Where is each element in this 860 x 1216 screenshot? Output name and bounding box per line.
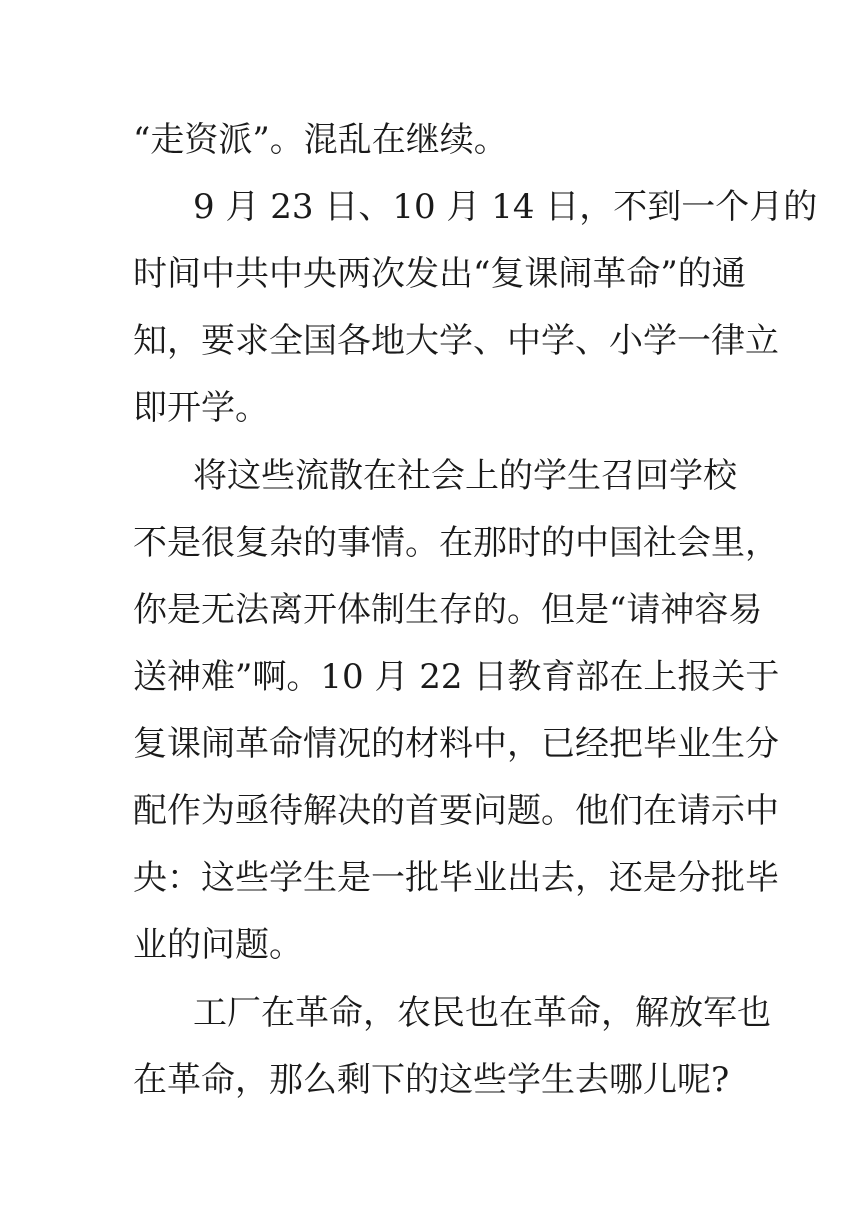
text-line-15: 在革命，那么剩下的这些学生去哪儿呢? [133,1060,730,1100]
text-line-1: “走资派”。混乱在继续。 [133,120,508,160]
text-line-5: 即开学。 [133,388,269,428]
text-line-13: 业的问题。 [133,925,303,965]
text-line-4: 知，要求全国各地大学、中学、小学一律立 [133,321,779,361]
text-line-2: 9 月 23 日、10 月 14 日，不到一个月的 [193,187,818,227]
text-line-6: 将这些流散在社会上的学生召回学校 [193,456,737,496]
text-line-8: 你是无法离开体制生存的。但是“请神容易 [133,590,763,630]
text-line-12: 央：这些学生是一批毕业出去，还是分批毕 [133,858,779,898]
text-line-10: 复课闹革命情况的材料中，已经把毕业生分 [133,724,779,764]
text-line-3: 时间中共中央两次发出“复课闹革命”的通 [133,254,746,294]
text-line-11: 配作为亟待解决的首要问题。他们在请示中 [133,791,779,831]
text-line-14: 工厂在革命，农民也在革命，解放军也 [193,993,771,1033]
text-line-7: 不是很复杂的事情。在那时的中国社会里， [133,523,779,563]
text-line-9: 送神难”啊。10 月 22 日教育部在上报关于 [133,657,780,697]
